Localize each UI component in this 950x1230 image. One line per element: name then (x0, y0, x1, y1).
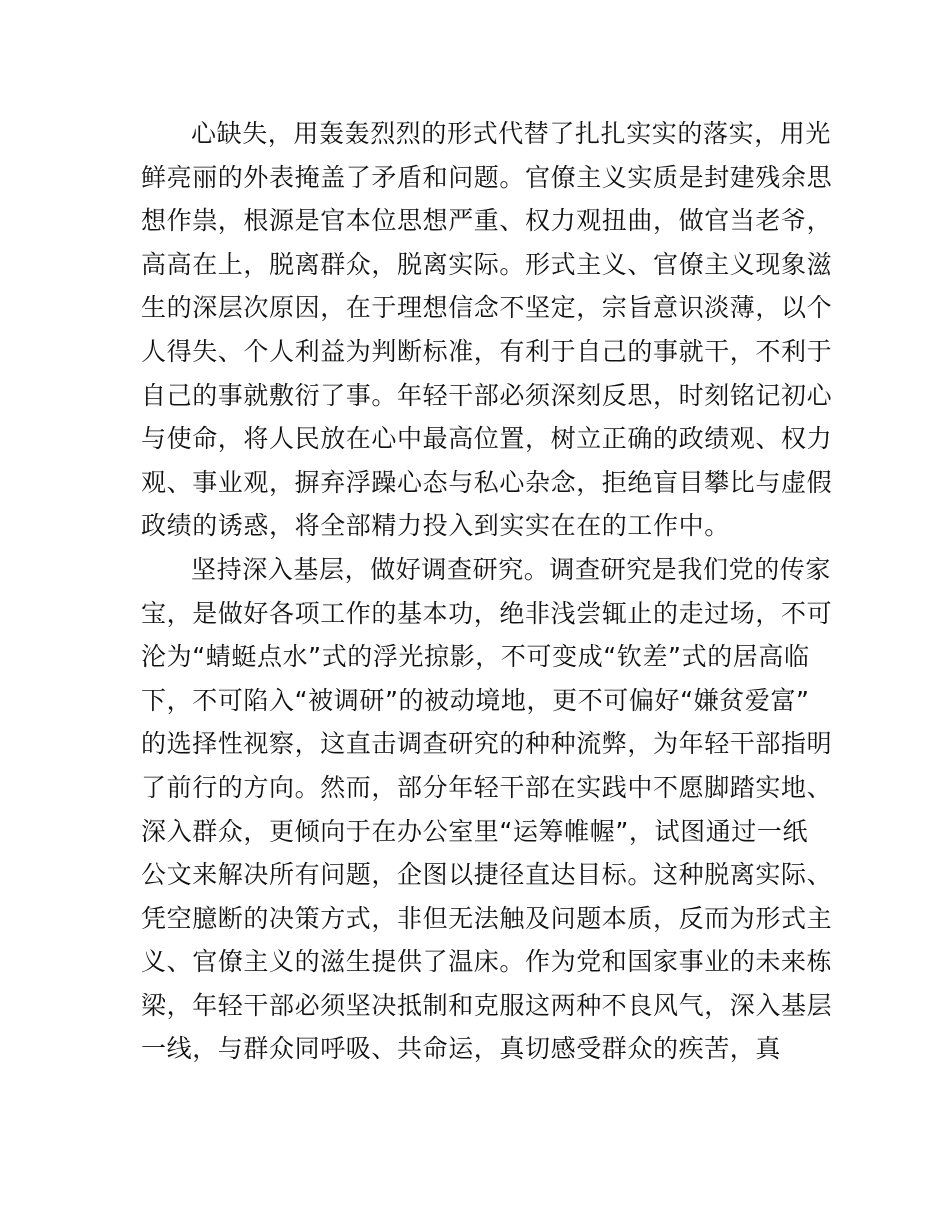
text-line: 想作祟，根源是官本位思想严重、权力观扭曲，做官当老爷， (141, 206, 833, 236)
text-line: 生的深层次原因，在于理想信念不坚定，宗旨意识淡薄，以个 (141, 293, 833, 323)
text-line: 一线，与群众同呼吸、共命运，真切感受群众的疾苦，真 (141, 1034, 782, 1064)
text-line: 高高在上，脱离群众，脱离实际。形式主义、官僚主义现象滋 (141, 249, 833, 279)
text-line: 观、事业观，摒弃浮躁心态与私心杂念，拒绝盲目攀比与虚假 (141, 467, 833, 497)
text-line: 政绩的诱惑，将全部精力投入到实实在在的工作中。 (141, 511, 730, 541)
text-line: 坚持深入基层，做好调查研究。调查研究是我们党的传家 (191, 554, 832, 584)
text-line: 了前行的方向。然而，部分年轻干部在实践中不愿脚踏实地、 (141, 772, 833, 802)
text-line: 沦为“蜻蜓点水”式的浮光掠影，不可变成“钦差”式的居高临 (141, 642, 810, 672)
text-line: 义、官僚主义的滋生提供了温床。作为党和国家事业的未来栋 (141, 947, 833, 977)
text-line: 心缺失，用轰轰烈烈的形式代替了扎扎实实的落实，用光 (191, 119, 832, 148)
document-body (141, 112, 833, 1071)
text-line: 公文来解决所有问题，企图以捷径直达目标。这种脱离实际、 (141, 860, 833, 890)
paragraph-2 (141, 548, 833, 1071)
text-line: 鲜亮丽的外表掩盖了矛盾和问题。官僚主义实质是封建残余思 (141, 162, 833, 192)
text-line: 深入群众，更倾向于在办公室里“运筹帷幄”，试图通过一纸 (141, 816, 809, 846)
text-line: 与使命，将人民放在心中最高位置，树立正确的政绩观、权力 (141, 424, 833, 454)
text-line: 梁，年轻干部必须坚决抵制和克服这两种不良风气，深入基层 (141, 990, 833, 1020)
text-line: 下，不可陷入“被调研”的被动境地，更不可偏好“嫌贫爱富” (141, 685, 810, 715)
paragraph-1 (141, 112, 833, 548)
text-line: 人得失、个人利益为判断标准，有利于自己的事就干，不利于 (141, 336, 833, 366)
text-line: 宝，是做好各项工作的基本功，绝非浅尝辄止的走过场，不可 (141, 598, 833, 628)
text-line: 自己的事就敷衍了事。年轻干部必须深刻反思，时刻铭记初心 (141, 380, 833, 410)
text-line: 的选择性视察，这直击调查研究的种种流弊，为年轻干部指明 (141, 729, 833, 759)
text-line: 凭空臆断的决策方式，非但无法触及问题本质，反而为形式主 (141, 903, 833, 933)
